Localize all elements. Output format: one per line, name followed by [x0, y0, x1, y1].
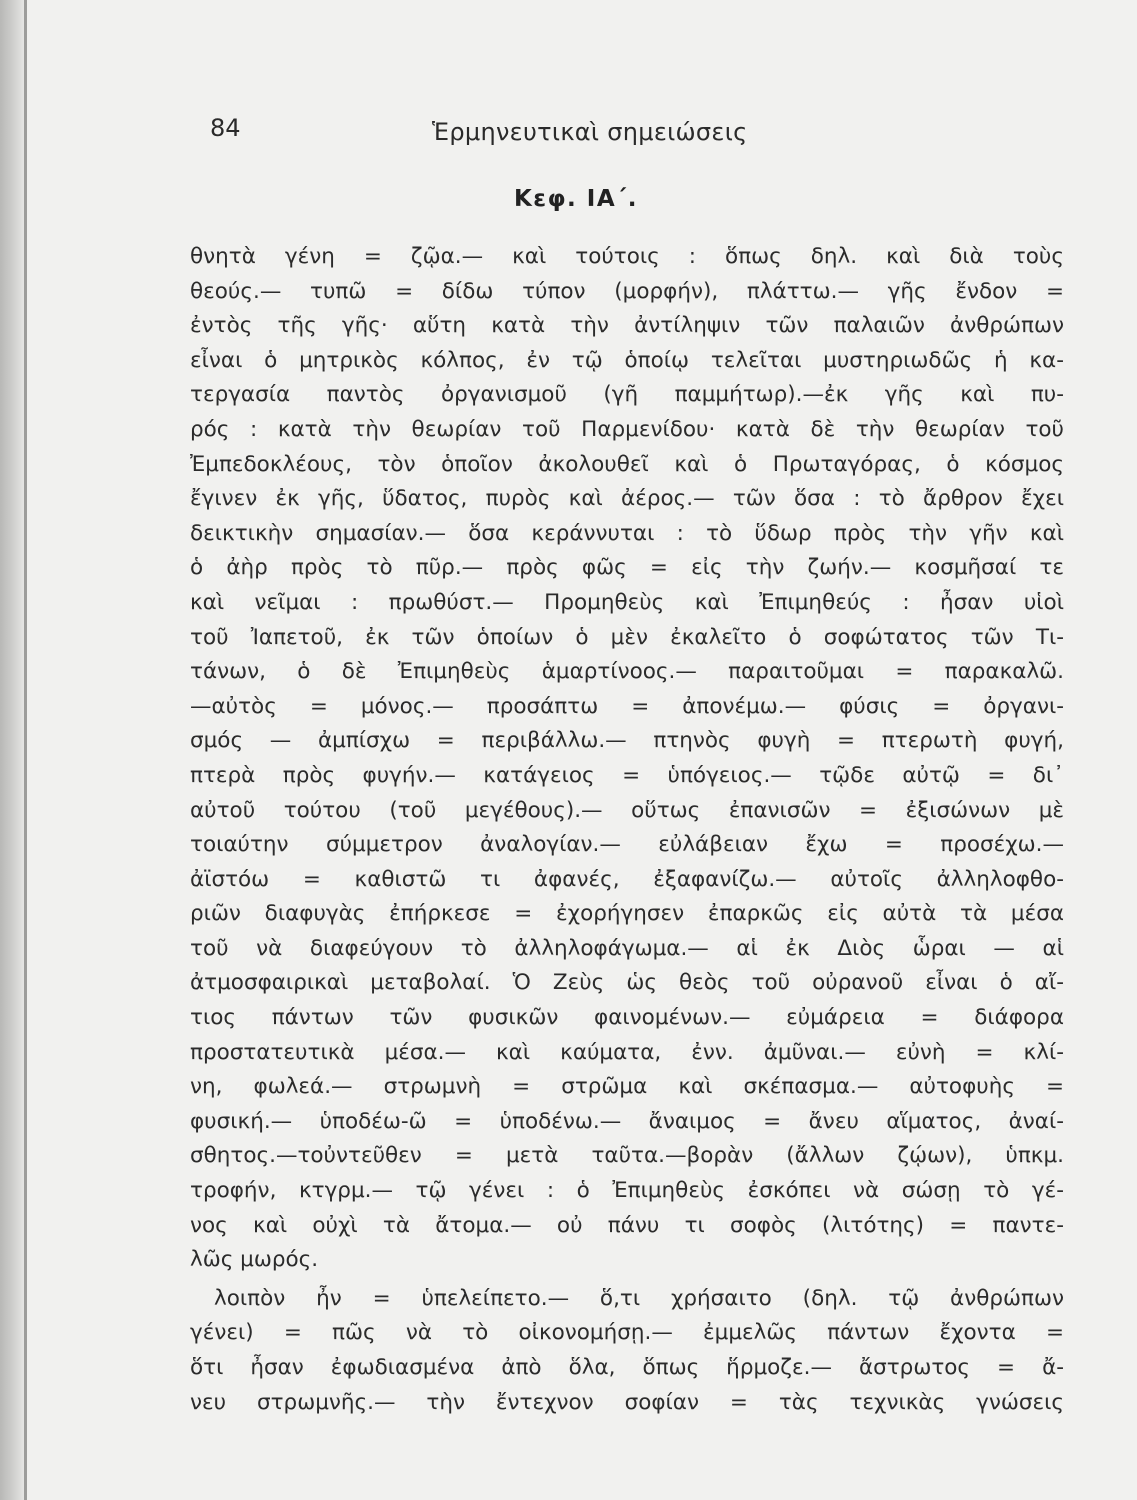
text-line: ὁ ἀὴρ πρὸς τὸ πῦρ.— πρὸς φῶς = εἰς τὴν ζωήν.— κοσμῆσαί τε	[190, 555, 1064, 581]
paragraph-1	[190, 240, 1064, 1278]
text-line: προστατευτικὰ μέσα.— καὶ καύματα, ἐνν. ἀμῦναι.— εὐνὴ = κλί-	[190, 1039, 1064, 1065]
page-binding-shadow	[0, 0, 24, 1500]
commentary-body	[190, 240, 1064, 1420]
text-line: θεούς.— τυπῶ = δίδω τύπον (μορφήν), πλάττω.— γῆς ἔνδον =	[190, 278, 1064, 304]
text-line: —αὐτὸς = μόνος.— προσάπτω = ἀπονέμω.— φύσις = ὀργανι-	[190, 693, 1064, 719]
text-line: ἐντὸς τῆς γῆς· αὕτη κατὰ τὴν ἀντίληψιν τῶν παλαιῶν ἀνθρώπων	[190, 313, 1064, 339]
text-line: ἔγινεν ἐκ γῆς, ὕδατος, πυρὸς καὶ ἀέρος.— τῶν ὅσα : τὸ ἄρθρον ἔχει	[190, 486, 1064, 512]
page-number: 84	[210, 114, 241, 142]
text-line: τεργασία παντὸς ὀργανισμοῦ (γῆ παμμήτωρ).—ἐκ γῆς καὶ πυ-	[190, 382, 1064, 408]
text-line: πτερὰ πρὸς φυγήν.— κατάγειος = ὑπόγειος.— τῷδε αὐτῷ = δι᾽	[190, 762, 1064, 788]
text-line: τροφήν, κτγρμ.— τῷ γένει : ὁ Ἐπιμηθεὺς ἐσκόπει νὰ σώσῃ τὸ γέ-	[190, 1178, 1064, 1204]
text-line: ρός : κατὰ τὴν θεωρίαν τοῦ Παρμενίδου· κατὰ δὲ τὴν θεωρίαν τοῦ	[190, 416, 1064, 442]
text-line: τάνων, ὁ δὲ Ἐπιμηθεὺς ἁμαρτίνοος.— παραιτοῦμαι = παρακαλῶ.	[190, 659, 1064, 685]
text-line: φυσική.— ὑποδέω-ῶ = ὑποδένω.— ἄναιμος = ἄνευ αἵματος, ἀναί-	[190, 1108, 1064, 1134]
text-line: ριῶν διαφυγὰς ἐπήρκεσε = ἐχορήγησεν ἐπαρκῶς εἰς αὐτὰ τὰ μέσα	[190, 901, 1064, 927]
text-line: σθητος.—τοὐντεῦθεν = μετὰ ταῦτα.—βορὰν (ἄλλων ζῴων), ὑπκμ.	[190, 1143, 1064, 1169]
paragraph-2	[190, 1282, 1064, 1420]
page-header	[210, 114, 1070, 154]
text-line: τιος πάντων τῶν φυσικῶν φαινομένων.— εὐμάρεια = διάφορα	[190, 1005, 1064, 1031]
text-line: λοιπὸν ἦν = ὑπελείπετο.— ὅ,τι χρήσαιτο (δηλ. τῷ ἀνθρώπων	[214, 1285, 1064, 1311]
chapter-title: Κεφ. ΙΑ΄.	[513, 186, 639, 212]
text-line: ἀϊστόω = καθιστῶ τι ἀφανές, ἐξαφανίζω.— αὐτοῖς ἀλληλοφθο-	[190, 866, 1064, 892]
text-line: τοῦ Ἰαπετοῦ, ἐκ τῶν ὁποίων ὁ μὲν ἐκαλεῖτο ὁ σοφώτατος τῶν Τι-	[190, 624, 1064, 650]
text-line: θνητὰ γένη = ζῷα.— καὶ τούτοις : ὅπως δηλ. καὶ διὰ τοὺς	[190, 244, 1064, 269]
text-line: τοιαύτην σύμμετρον ἀναλογίαν.— εὐλάβειαν ἔχω = προσέχω.—	[190, 832, 1064, 858]
text-line: γένει) = πῶς νὰ τὸ οἰκονομήσῃ.— ἐμμελῶς πάντων ἔχοντα =	[190, 1320, 1064, 1346]
text-line: αὐτοῦ τούτου (τοῦ μεγέθους).— οὕτως ἐπανισῶν = ἐξισώνων μὲ	[190, 797, 1064, 823]
text-line: τοῦ νὰ διαφεύγουν τὸ ἀλληλοφάγωμα.— αἱ ἐκ Διὸς ὧραι — αἱ	[190, 935, 1064, 961]
text-line: ἀτμοσφαιρικαὶ μεταβολαί. Ὁ Ζεὺς ὡς θεὸς τοῦ οὐρανοῦ εἶναι ὁ αἴ-	[190, 970, 1064, 996]
text-line: σμός — ἀμπίσχω = περιβάλλω.— πτηνὸς φυγὴ = πτερωτὴ φυγή,	[190, 728, 1064, 754]
text-line: εἶναι ὁ μητρικὸς κόλπος, ἐν τῷ ὁποίῳ τελεῖται μυστηριωδῶς ἡ κα-	[190, 347, 1064, 373]
text-line: ὅτι ἦσαν ἐφωδιασμένα ἀπὸ ὅλα, ὅπως ἥρμοζε.— ἄστρωτος = ἄ-	[190, 1355, 1064, 1380]
text-line: νευ στρωμνῆς.— τὴν ἔντεχνον σοφίαν = τὰς τεχνικὰς γνώσεις	[190, 1389, 1064, 1415]
page-binding-edge	[24, 0, 27, 1500]
text-line: δεικτικὴν σημασίαν.— ὅσα κεράννυται : τὸ ὕδωρ πρὸς τὴν γῆν καὶ	[190, 520, 1064, 546]
running-head: Ἑρμηνευτικαὶ σημειώσεις	[432, 118, 748, 146]
text-line: Ἐμπεδοκλέους, τὸν ὁποῖον ἀκολουθεῖ καὶ ὁ Πρωταγόρας, ὁ κόσμος	[190, 451, 1064, 477]
text-line: λῶς μωρός.	[190, 1247, 319, 1273]
text-line: καὶ νεῖμαι : πρωθύστ.— Προμηθεὺς καὶ Ἐπιμηθεύς : ἦσαν υἱοὶ	[190, 589, 1064, 615]
text-line: νη, φωλεά.— στρωμνὴ = στρῶμα καὶ σκέπασμα.— αὐτοφυὴς =	[190, 1074, 1064, 1100]
text-line: νος καὶ οὐχὶ τὰ ἄτομα.— οὐ πάνυ τι σοφὸς (λιτότης) = παντε-	[190, 1212, 1064, 1238]
